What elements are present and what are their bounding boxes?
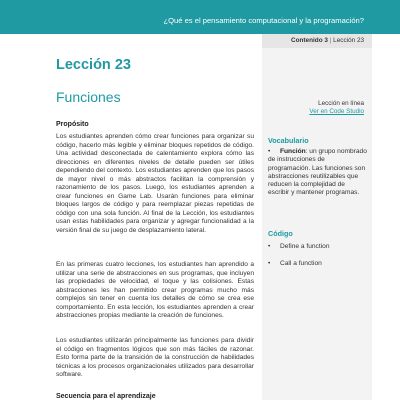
vocab-definition: : un grupo nombrado de instrucciones de programación. Las funciones son abstracciones reutilizables que reducen la complejidad de escribir y mantener programas. bbox=[268, 148, 367, 197]
purpose-paragraph-2: En las primeras cuatro lecciones, los estudiantes han aprendido a utilizar una serie de abstracciones en sus programas, que incluyen las propiedades de velocidad, el toque y las colisiones. Estas abstracciones les han permitido crear programas mucho más complejos sin tener en cuenta los detalles de cómo se crea ese comportamiento. En esta lección, los estudiantes aprenden a crear abstracciones propias mediante la creación de funciones. bbox=[56, 261, 254, 319]
code-heading: Código bbox=[268, 229, 293, 238]
online-lesson bbox=[262, 100, 364, 116]
vocab-term: Función bbox=[280, 148, 306, 155]
code-list bbox=[268, 243, 368, 277]
lesson-label: Lección 23 bbox=[333, 37, 365, 44]
bullet-icon: • bbox=[268, 243, 271, 250]
vocabulary-entry bbox=[268, 148, 368, 198]
purpose-paragraph-3: Los estudiantes utilizarán principalmente las funciones para dividir el código en fragmentos lógicos que son más fáciles de razonar. Esto forma parte de la transición de la construcción de habilidades técnicas a los procesos organizacionales utilizados para desarrollar software. bbox=[56, 337, 254, 378]
list-item bbox=[268, 243, 368, 260]
sequence-heading: Secuencia para el aprendizaje bbox=[56, 393, 156, 400]
header-bar bbox=[0, 0, 400, 34]
bullet-icon: • bbox=[268, 148, 271, 155]
purpose-paragraph-1: Los estudiantes aprenden cómo crear funciones para organizar su código, hacerlo más legible y eliminar bloques repetidos de código. Una actividad desconectada de calentamiento explora cómo las direcciones en diferentes niveles de detalle pueden ser útiles dependiendo del contexto. Los estudiantes aprenden que los pasos de mayor nivel o más abstractos facilitan la comprensión y razonamiento de los pasos. Luego, los estudiantes aprenden a crear funciones en Game Lab. Usarán funciones para eliminar bloques largos de código y para reemplazar piezas repetidas de código con una sola función. Al final de la Lección, los estudiantes usan estas habilidades para organizar y agregar funcionalidad a la versión final de su juego de desplazamiento lateral. bbox=[56, 133, 254, 234]
purpose-heading: Propósito bbox=[56, 121, 89, 128]
online-lesson-label: Lección en línea bbox=[318, 100, 364, 107]
code-item-label: Define a function bbox=[280, 243, 330, 250]
bookmark-separator: | bbox=[329, 37, 332, 44]
lesson-title: Lección 23 bbox=[56, 57, 131, 73]
code-item-label: Call a function bbox=[280, 260, 322, 267]
code-studio-link[interactable]: Ver en Code Studio bbox=[309, 108, 364, 115]
content-label: Contenido 3 bbox=[291, 37, 328, 44]
header-title: ¿Qué es el pensamiento computacional y la programación? bbox=[163, 16, 364, 25]
list-item bbox=[268, 260, 368, 277]
vocabulary-heading: Vocabulario bbox=[268, 136, 309, 145]
section-title: Funciones bbox=[56, 89, 121, 105]
content-bookmark bbox=[262, 34, 372, 48]
bullet-icon: • bbox=[268, 260, 271, 267]
